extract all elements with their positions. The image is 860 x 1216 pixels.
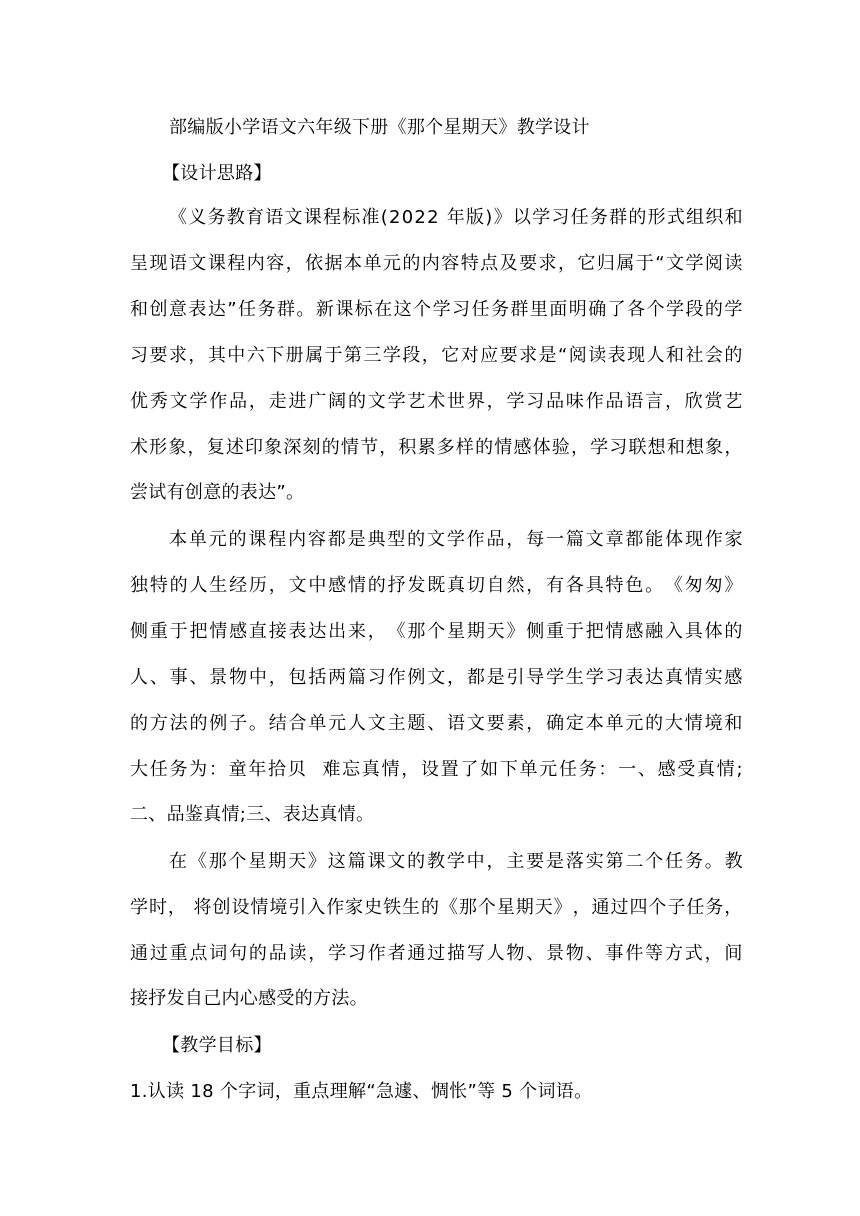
paragraph-line: 学 时 ， 将 创 设 情 境 引 入 作 家 史 铁 生 的 《 那 个 星 期 天 》 ， 通 过 四 个 子 任 务 ，: [130, 897, 743, 918]
paragraph-line: 侧 重 于 把 情 感 直 接 表 达 出 来 ， 《 那 个 星 期 天 》 侧 重 于 把 情 感 融 入 具 体 的: [130, 621, 743, 642]
paragraph-line: 《 义 务 教 育 语 文 课 程 标 准 ( 2 0 2 2 年 版 ) 》 以 学 习 任 务 群 的 形 式 组 织 和: [169, 207, 743, 228]
paragraph-line: 尝试有创意的表达”。: [130, 482, 305, 503]
paragraph-line: 在 《 那 个 星 期 天 》 这 篇 课 文 的 教 学 中 ， 主 要 是 落 实 第 二 个 任 务 。 教: [169, 851, 743, 872]
paragraph-line: 习 要 求 ， 其 中 六 下 册 属 于 第 三 学 段 ， 它 对 应 要 求 是 “ 阅 读 表 现 人 和 社 会 的: [130, 345, 743, 366]
paragraph-line: 独 特 的 人 生 经 历 ， 文 中 感 情 的 抒 发 既 真 切 自 然 ， 有 各 具 特 色 。 《 匆 匆 》: [130, 575, 743, 596]
section-heading-teaching-goals: 【教学目标】: [162, 1035, 272, 1056]
document-title: 部编版小学语文六年级下册《那个星期天》教学设计: [169, 117, 590, 138]
paragraph-line: 和 创 意 表 达 ” 任 务 群 。 新 课 标 在 这 个 学 习 任 务 群 里 面 明 确 了 各 个 学 段 的 学: [130, 299, 743, 320]
paragraph-line: 本 单 元 的 课 程 内 容 都 是 典 型 的 文 学 作 品 ， 每 一 篇 文 章 都 能 体 现 作 家: [169, 529, 743, 550]
paragraph-line: 术 形 象 ， 复 述 印 象 深 刻 的 情 节 ， 积 累 多 样 的 情 感 体 验 ， 学 习 联 想 和 想 象 ，: [130, 437, 743, 458]
paragraph-line: 通 过 重 点 词 句 的 品 读 ， 学 习 作 者 通 过 描 写 人 物 、 景 物 、 事 件 等 方 式 ， 间: [130, 943, 743, 964]
section-heading-design-idea: 【设计思路】: [162, 163, 272, 184]
paragraph-line: 呈 现 语 文 课 程 内 容 ， 依 据 本 单 元 的 内 容 特 点 及 要 求 ， 它 归 属 于 “ 文 学 阅 读: [130, 253, 743, 274]
teaching-goal-item: 1.认读 18 个字词，重点理解“急遽、惆怅”等 5 个词语。: [130, 1081, 593, 1102]
paragraph-line: 优 秀 文 学 作 品 ， 走 进 广 阔 的 文 学 艺 术 世 界 ， 学 习 品 味 作 品 语 言 ， 欣 赏 艺: [130, 391, 743, 412]
paragraph-line: 接抒发自己内心感受的方法。: [130, 988, 368, 1009]
paragraph-line: 人 、 事 、 景 物 中 ， 包 括 两 篇 习 作 例 文 ， 都 是 引 导 学 生 学 习 表 达 真 情 实 感: [130, 667, 743, 688]
paragraph-line: 大 任 务 为 ： 童 年 拾 贝 难 忘 真 情 ， 设 置 了 如 下 单 元 任 务 ： 一 、 感 受 真 情 ;: [130, 759, 743, 780]
paragraph-line: 的 方 法 的 例 子 。 结 合 单 元 人 文 主 题 、 语 文 要 素 ， 确 定 本 单 元 的 大 情 境 和: [130, 713, 743, 734]
paragraph-line: 二、品鉴真情;三、表达真情。: [130, 804, 375, 825]
